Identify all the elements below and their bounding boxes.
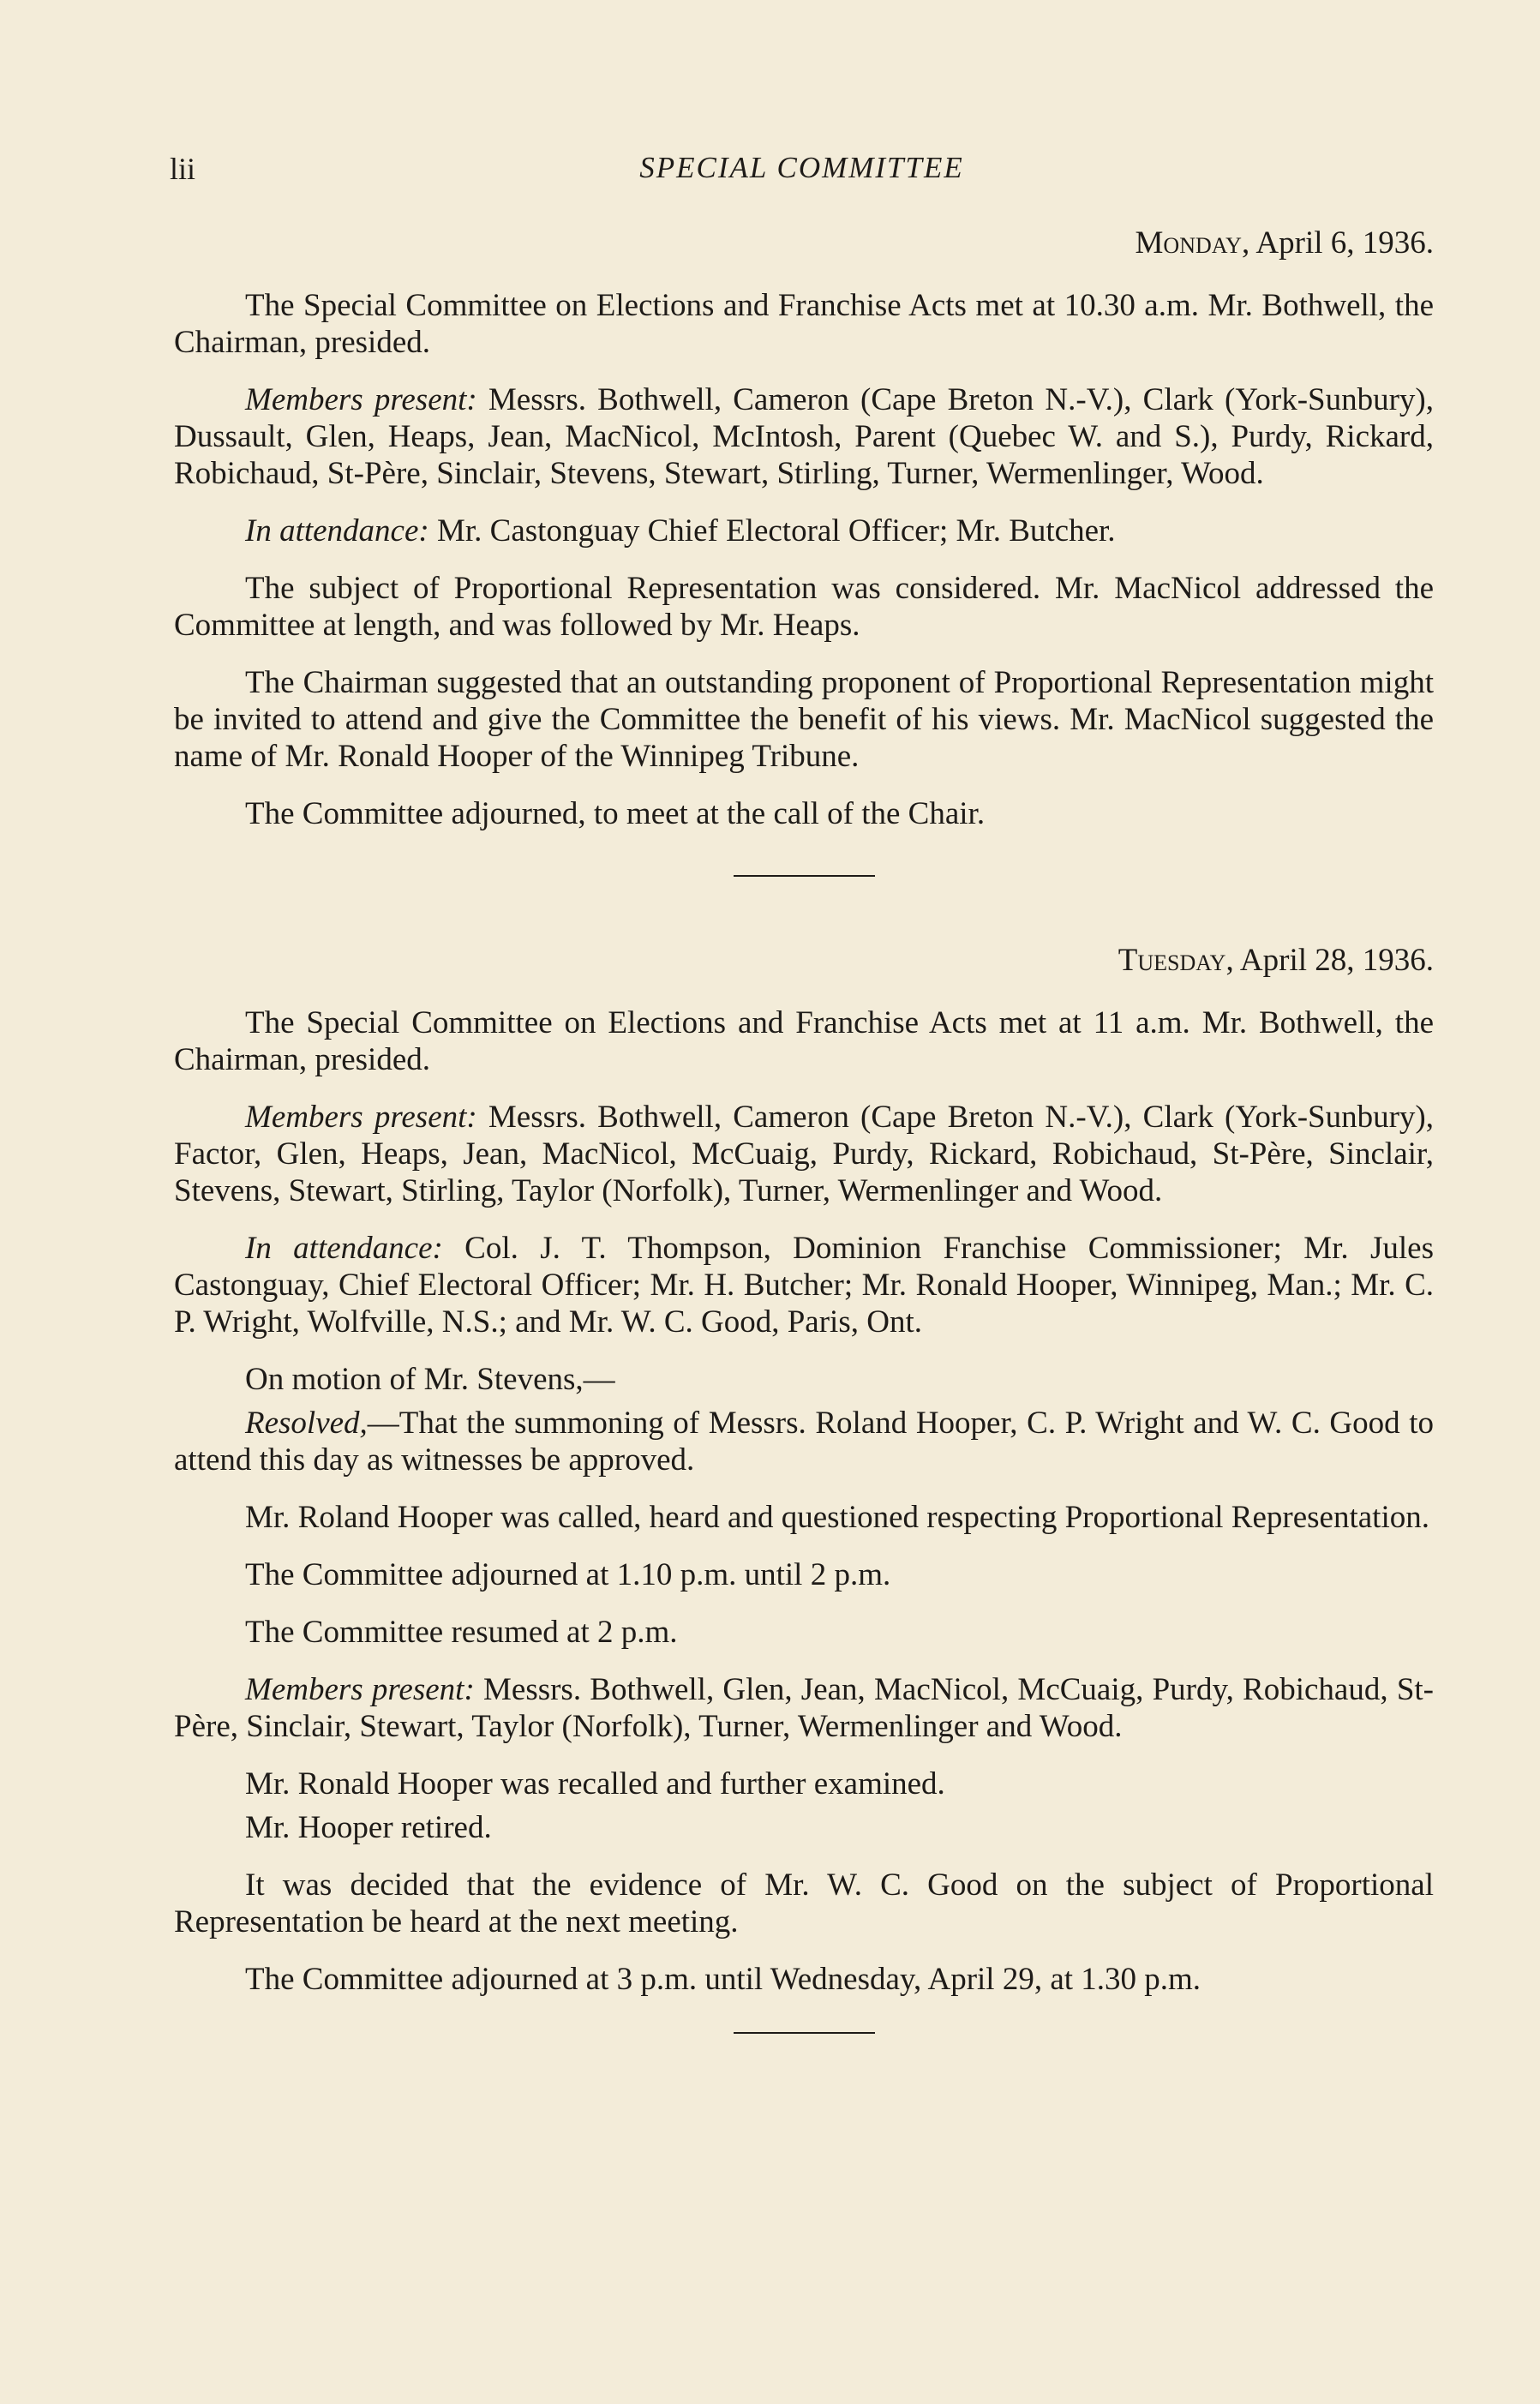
resolved-text: —That the summoning of Messrs. Roland Hooper, C. P. Wright and W. C. Good to attend this day as witnesses be approved. [174,1406,1434,1478]
attendance-label: In attendance: [245,513,429,549]
paragraph: Mr. Roland Hooper was called, heard and questioned respecting Proportional Representation. [245,1500,1429,1535]
members-label: Members present: [245,1100,477,1135]
resolution [174,1405,1434,1478]
members-present [174,1099,1434,1209]
meeting-day: Tuesday [1118,943,1226,978]
paragraph: The Committee adjourned at 1.10 p.m. until 2 p.m. [245,1557,891,1592]
members-label: Members present: [245,382,477,417]
resolved-label: Resolved, [245,1406,368,1441]
paragraph: The Chairman suggested that an outstanding proponent of Proportional Representation might be invited to attend and give the Committee the benefit of his views. Mr. MacNicol suggested the name of Mr. Ronald Hooper of the Winnipeg Tribune. [174,665,1434,774]
motion: On motion of Mr. Stevens,— [245,1362,615,1397]
paragraph: The Committee resumed at 2 p.m. [245,1615,678,1650]
paragraph: Mr. Ronald Hooper was recalled and further examined. [245,1766,945,1802]
members-present [174,381,1434,492]
attendance-label: In attendance: [245,1231,443,1266]
opening-paragraph: The Special Committee on Elections and Franchise Acts met at 11 a.m. Mr. Bothwell, the Chairman, presided. [174,1005,1434,1077]
in-attendance [174,1230,1434,1340]
opening-paragraph: The Special Committee on Elections and Franchise Acts met at 10.30 a.m. Mr. Bothwell, the Chairman, presided. [174,288,1434,360]
meeting-day: Monday [1135,225,1242,261]
attendance-list: Mr. Castonguay Chief Electoral Officer; Mr. Butcher. [428,513,1116,549]
section-divider [734,875,875,877]
members-list: Messrs. Bothwell, Glen, Jean, MacNicol, McCuaig, Purdy, Robichaud, St-Père, Sinclair, Stewart, Taylor (Norfolk), Turner, Wermenlinger and Wood. [174,1672,1434,1744]
in-attendance [174,513,1434,549]
members-list: Messrs. Bothwell, Cameron (Cape Breton N.-V.), Clark (York-Sunbury), Factor, Glen, Heaps, Jean, MacNicol, McCuaig, Purdy, Rickard, Robichaud, St-Père, Sinclair, Stevens, Stewart, Stirling, Taylor (Norfolk), Turner, Wermenlinger and Wood. [174,1100,1434,1208]
section-divider [734,2032,875,2034]
minutes-body [174,225,1434,2099]
meeting-date [174,942,1434,979]
page-number: lii [170,152,196,186]
adjournment: The Committee adjourned, to meet at the call of the Chair. [245,796,986,831]
attendance-list: Col. J. T. Thompson, Dominion Franchise Commissioner; Mr. Jules Castonguay, Chief Electoral Officer; Mr. H. Butcher; Mr. Ronald Hooper, Winnipeg, Man.; Mr. C. P. Wright, Wolfville, N.S.; and Mr. W. C. Good, Paris, Ont. [174,1231,1434,1340]
paragraph: It was decided that the evidence of Mr. W. C. Good on the subject of Proportional Representation be heard at the next meeting. [174,1867,1434,1939]
members-list: Messrs. Bothwell, Cameron (Cape Breton N.-V.), Clark (York-Sunbury), Dussault, Glen, Heaps, Jean, MacNicol, McIntosh, Parent (Quebec W. and S.), Purdy, Rickard, Robichaud, St-Père, Sinclair, Stevens, Stewart, Stirling, Turner, Wermenlinger, Wood. [174,382,1434,491]
meeting-date-text: , April 6, 1936. [1241,225,1434,261]
members-present [174,1671,1434,1745]
meeting-date-text: , April 28, 1936. [1225,943,1434,978]
paragraph: Mr. Hooper retired. [245,1810,492,1845]
page-header [170,151,1434,194]
running-title: SPECIAL COMMITTEE [639,151,964,184]
members-label: Members present: [245,1672,475,1707]
paragraph: The subject of Proportional Representation was considered. Mr. MacNicol addressed the Committee at length, and was followed by Mr. Heaps. [174,571,1434,643]
adjournment: The Committee adjourned at 3 p.m. until Wednesday, April 29, at 1.30 p.m. [245,1962,1201,1997]
meeting-date [174,225,1434,261]
